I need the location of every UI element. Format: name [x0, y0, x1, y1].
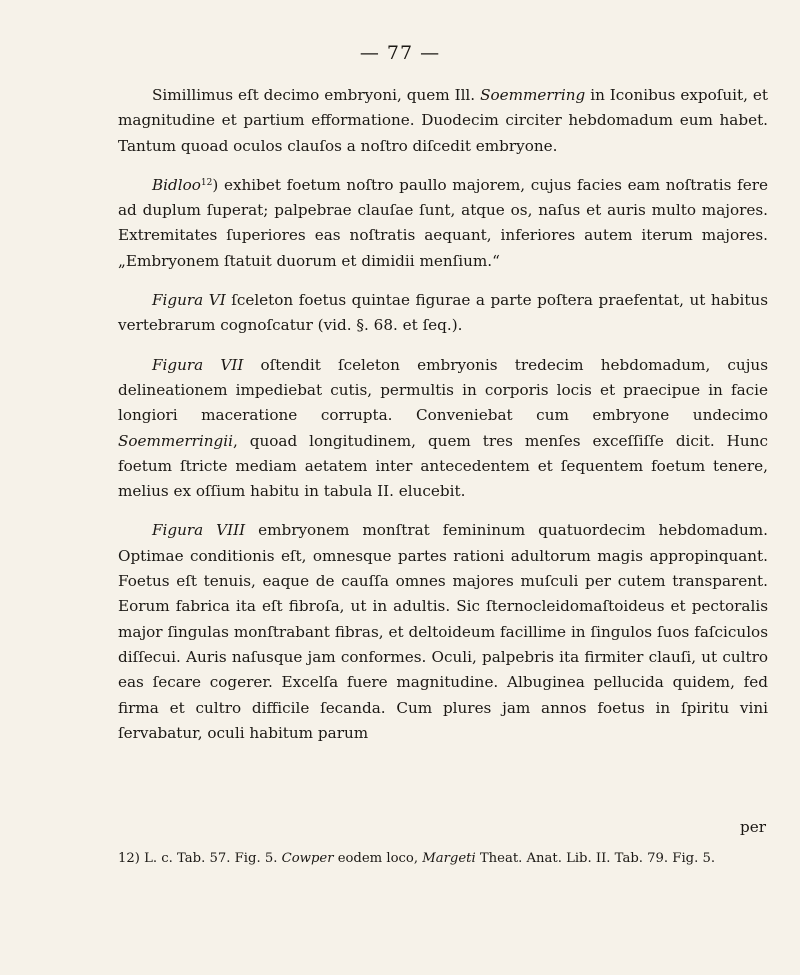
- footnote-12: [118, 848, 768, 870]
- paragraph-bidloo: [118, 173, 768, 274]
- text-run: Theat. Anat. Lib. II. Tab. 79. Fig. 5.: [475, 851, 716, 866]
- italic-text: Figura VIII: [152, 521, 246, 540]
- text-run: Simillimus eſt decimo embryoni, quem Ill.: [152, 86, 481, 104]
- paragraph-figura-vii: [118, 353, 768, 505]
- body-text: [118, 83, 768, 760]
- paragraph-figura-viii: [118, 518, 768, 746]
- page-number: — 77 —: [359, 42, 441, 64]
- paragraph-similis: [118, 83, 768, 159]
- text-run: oſtendit ſceleton embryonis tredecim hebdomadum, cujus delineationem impediebat cutis, permultis in corporis locis et praecipue in facie longiori maceratione corrupta. Conveniebat cum embryone undecimo: [118, 355, 768, 425]
- italic-text: Figura VI: [152, 291, 226, 310]
- text-run: ) exhibet foetum noſtro paullo majorem, cujus facies eam noſtratis fere ad duplum ſuperat; palpebrae clauſae ſunt, atque os, naſus et auris multo majores. Extremitates ſuperiores eas noſtratis aequant, inferiores autem iterum majores. „Embryonem ſtatuit duorum et dimidii menſium.“: [118, 175, 768, 270]
- paragraph-figura-vi: [118, 288, 768, 339]
- text-run: ſceleton foetus quintae figurae a parte poſtera praefentat, ut habitus vertebrarum cognoſcatur (vid. §. 68. et ſeq.).: [118, 291, 768, 335]
- text-run: 12) L. c. Tab. 57. Fig. 5.: [118, 851, 282, 866]
- italic-text: Figura VII: [152, 355, 244, 374]
- footnote-marker: 12: [200, 177, 213, 188]
- italic-text: Cowper: [281, 851, 334, 866]
- catchword: per: [740, 818, 766, 836]
- text-run: , quoad longitudinem, quem tres menſes exceſſiſſe dicit. Hunc foetum ſtricte mediam aetatem inter antecedentem et ſequentem foetum tenere, melius ex oſſium habitu in tabula II. elucebit.: [118, 431, 768, 501]
- italic-text: Soemmerringii: [118, 431, 233, 450]
- text-run: embryonem monſtrat femininum quatuordecim hebdomadum. Optimae conditionis eſt, omnesque partes rationi adultorum magis appropinquant. Foetus eſt tenuis, eaque de cauſſa omnes majores muſculi per cutem transparent. Eorum fabrica ita eſt fibroſa, ut in adultis. Sic ſternocleidomaſtoideus et pectoralis major ſingulas monſtrabant fibras, et deltoideum facillime in ſingulos ſuos faſciculos diſſecui. Auris naſusque jam conformes. Oculi, palpebris ita firmiter clauſi, ut cultro eas ſecare cogerer. Excelſa fuere magnitudine. Albuginea pellucida quidem, fed firma et cultro difficile ſecanda. Cum plures jam annos foetus in ſpiritu vini ſervabatur, oculi habitum parum: [118, 521, 768, 742]
- text-run: in Iconibus expoſuit, et magnitudine et partium efformatione. Duodecim circiter hebdomadum eum habet. Tantum quoad oculos clauſos a noſtro diſcedit embryone.: [118, 86, 768, 155]
- italic-text: Margeti: [422, 851, 476, 866]
- text-run: eodem loco,: [333, 851, 423, 866]
- italic-text: Bidloo: [152, 175, 201, 194]
- italic-text: Soemmerring: [480, 86, 586, 104]
